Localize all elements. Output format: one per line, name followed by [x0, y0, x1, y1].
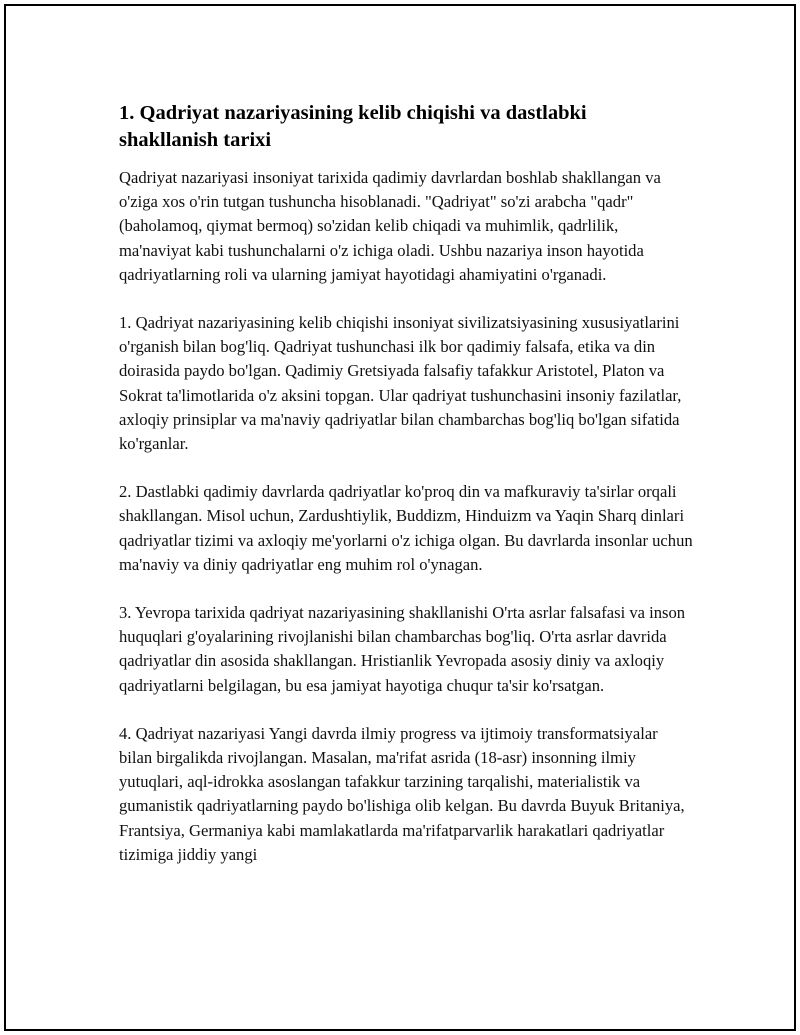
paragraph-4: 4. Qadriyat nazariyasi Yangi davrda ilmiy progress va ijtimoiy transformatsiyalar bilan birgalikda rivojlangan. Masalan, ma'rifat asrida (18-asr) insonning ilmiy yutuqlari, aql-idrokka asoslangan tafakkur tarzining tarqalishi, materialistik va gumanistik qadriyatlarning paydo bo'lishiga olib kelgan. Bu davrda Buyuk Britaniya, Frantsiya, Germaniya kabi mamlakatlarda ma'rifatparvarlik harakatlari qadriyatlar tizimiga jiddiy yangi [119, 723, 685, 864]
section-heading [119, 100, 693, 154]
section-heading-line-1: 1. Qadriyat nazariyasining kelib chiqishi va dastlabki [119, 102, 587, 124]
paragraph-2: 2. Dastlabki qadimiy davrlarda qadriyatlar ko'proq din va mafkuraviy ta'sirlar orqali shakllangan. Misol uchun, Zardushtiylik, Buddizm, Hinduizm va Yaqin Sharq dinlari qadriyatlar tizimi va axloqiy me'yorlarni o'z ichiga olgan. Bu davrlarda insonlar uchun ma'naviy va diniy qadriyatlar eng muhim rol o'ynagan. [119, 482, 693, 574]
paragraph-1: 1. Qadriyat nazariyasining kelib chiqishi insoniyat sivilizatsiyasining xususiyatlarini o'rganish bilan bog'liq. Qadriyat tushunchasi ilk bor qadimiy falsafa, etika va din doirasida paydo bo'lgan. Qadimiy Gretsiyada falsafiy tafakkur Aristotel, Platon va Sokrat ta'limotlarida o'z aksini topgan. Ular qadriyat tushunchasini insoniy fazilatlar, axloqiy prinsiplar va ma'naviy qadriyatlar bilan chambarchas bog'liq bo'lgan sifatida ko'rganlar. [119, 313, 682, 454]
paragraph-3: 3. Yevropa tarixida qadriyat nazariyasining shakllanishi O'rta asrlar falsafasi va inson huquqlari g'oyalarining rivojlanishi bilan chambarchas bog'liq. O'rta asrlar davrida qadriyatlar din asosida shakllangan. Hristianlik Yevropada asosiy diniy va axloqiy qadriyatlarni belgilagan, bu esa jamiyat hayotiga chuqur ta'sir ko'rsatgan. [119, 603, 686, 695]
section-heading-line-2: shakllanish tarixi [119, 129, 272, 151]
document-content [119, 100, 693, 891]
document-page [4, 4, 796, 1031]
intro-paragraph: Qadriyat nazariyasi insoniyat tarixida qadimiy davrlardan boshlab shakllangan va o'ziga xos o'rin tutgan tushuncha hisoblanadi. "Qadriyat" so'zi arabcha "qadr" (baholamoq, qiymat bermoq) so'zidan kelib chiqadi va muhimlik, qadrlilik, ma'naviyat kabi tushunchalarni o'z ichiga oladi. Ushbu nazariya inson hayotida qadriyatlarning roli va ularning jamiyat hayotidagi ahamiyatini o'rganadi. [119, 168, 661, 284]
